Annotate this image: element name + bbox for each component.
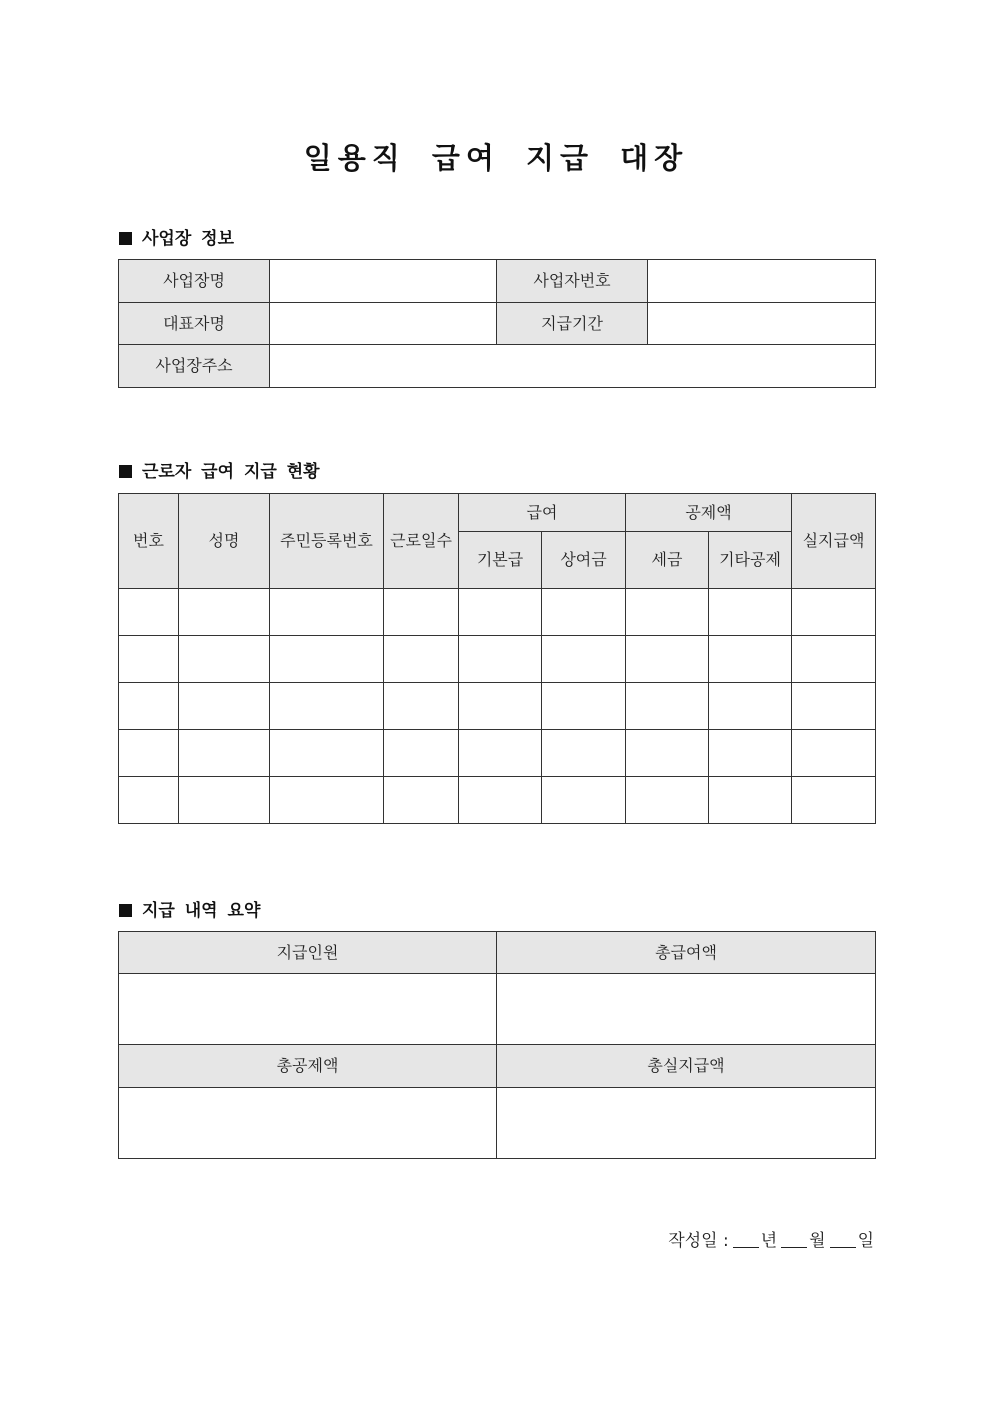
table-row	[119, 683, 876, 730]
cell-other-deduction[interactable]	[709, 636, 792, 683]
col-group-deduction: 공제액	[626, 494, 792, 532]
cell-tax[interactable]	[626, 777, 709, 824]
written-date-label: 작성일 :	[668, 1231, 729, 1251]
cell-name[interactable]	[179, 589, 270, 636]
business-section-title: 사업장 정보	[142, 229, 235, 249]
cell-no[interactable]	[119, 589, 179, 636]
business-reg-no-field[interactable]	[648, 260, 876, 303]
col-header-name: 성명	[179, 494, 270, 589]
month-label: 월	[809, 1231, 826, 1251]
total-net-pay-field[interactable]	[497, 1088, 876, 1159]
cell-tax[interactable]	[626, 730, 709, 777]
cell-rrn[interactable]	[270, 777, 384, 824]
headcount-label: 지급인원	[119, 932, 497, 974]
year-label: 년	[760, 1231, 778, 1251]
cell-other-deduction[interactable]	[709, 730, 792, 777]
cell-tax[interactable]	[626, 683, 709, 730]
table-row	[119, 730, 876, 777]
cell-net-pay[interactable]	[792, 730, 876, 777]
cell-other-deduction[interactable]	[709, 683, 792, 730]
year-blank[interactable]	[733, 1231, 759, 1248]
table-row	[119, 589, 876, 636]
cell-no[interactable]	[119, 636, 179, 683]
business-address-label: 사업장주소	[119, 345, 270, 388]
summary-section-heading	[119, 896, 260, 921]
cell-no[interactable]	[119, 730, 179, 777]
business-address-field[interactable]	[270, 345, 876, 388]
representative-field[interactable]	[270, 303, 497, 345]
cell-rrn[interactable]	[270, 636, 384, 683]
cell-bonus[interactable]	[542, 636, 626, 683]
cell-no[interactable]	[119, 683, 179, 730]
cell-net-pay[interactable]	[792, 636, 876, 683]
table-row	[119, 636, 876, 683]
total-pay-label: 총급여액	[497, 932, 876, 974]
cell-bonus[interactable]	[542, 683, 626, 730]
table-row	[119, 777, 876, 824]
cell-work-days[interactable]	[384, 636, 459, 683]
cell-net-pay[interactable]	[792, 777, 876, 824]
cell-name[interactable]	[179, 636, 270, 683]
business-name-label: 사업장명	[119, 260, 270, 303]
cell-base-pay[interactable]	[459, 589, 542, 636]
written-date-line	[668, 1226, 874, 1251]
business-name-field[interactable]	[270, 260, 497, 303]
workers-section-title: 근로자 급여 지급 현황	[142, 462, 320, 482]
day-label: 일	[857, 1231, 874, 1251]
total-pay-field[interactable]	[497, 974, 876, 1045]
month-blank[interactable]	[781, 1231, 807, 1248]
workers-table	[118, 493, 876, 824]
col-header-other-deduction: 기타공제	[709, 532, 792, 589]
business-info-table	[118, 259, 876, 388]
col-header-bonus: 상여금	[542, 532, 626, 589]
col-header-work-days: 근로일수	[384, 494, 459, 589]
cell-name[interactable]	[179, 683, 270, 730]
cell-work-days[interactable]	[384, 589, 459, 636]
headcount-field[interactable]	[119, 974, 497, 1045]
page-title: 일용직 급여 지급 대장	[303, 141, 689, 175]
cell-rrn[interactable]	[270, 589, 384, 636]
cell-work-days[interactable]	[384, 777, 459, 824]
cell-rrn[interactable]	[270, 683, 384, 730]
cell-tax[interactable]	[626, 636, 709, 683]
pay-period-label: 지급기간	[497, 303, 648, 345]
cell-base-pay[interactable]	[459, 777, 542, 824]
square-bullet-icon	[119, 232, 132, 245]
cell-other-deduction[interactable]	[709, 777, 792, 824]
summary-section-title: 지급 내역 요약	[142, 901, 261, 921]
cell-base-pay[interactable]	[459, 730, 542, 777]
col-header-base-pay: 기본급	[459, 532, 542, 589]
cell-name[interactable]	[179, 730, 270, 777]
cell-bonus[interactable]	[542, 730, 626, 777]
day-blank[interactable]	[830, 1231, 856, 1248]
cell-base-pay[interactable]	[459, 636, 542, 683]
cell-tax[interactable]	[626, 589, 709, 636]
total-deduction-field[interactable]	[119, 1088, 497, 1159]
cell-name[interactable]	[179, 777, 270, 824]
cell-other-deduction[interactable]	[709, 589, 792, 636]
col-header-tax: 세금	[626, 532, 709, 589]
cell-bonus[interactable]	[542, 777, 626, 824]
cell-work-days[interactable]	[384, 683, 459, 730]
representative-label: 대표자명	[119, 303, 270, 345]
cell-net-pay[interactable]	[792, 683, 876, 730]
business-reg-no-label: 사업자번호	[497, 260, 648, 303]
col-header-net-pay: 실지급액	[792, 494, 876, 589]
total-deduction-label: 총공제액	[119, 1045, 497, 1088]
square-bullet-icon	[119, 904, 132, 917]
col-header-no: 번호	[119, 494, 179, 589]
square-bullet-icon	[119, 465, 132, 478]
cell-rrn[interactable]	[270, 730, 384, 777]
cell-bonus[interactable]	[542, 589, 626, 636]
pay-period-field[interactable]	[648, 303, 876, 345]
total-net-pay-label: 총실지급액	[497, 1045, 876, 1088]
business-section-heading	[119, 224, 234, 249]
workers-section-heading	[119, 457, 320, 482]
summary-table	[118, 931, 876, 1159]
cell-no[interactable]	[119, 777, 179, 824]
cell-work-days[interactable]	[384, 730, 459, 777]
col-group-pay: 급여	[459, 494, 626, 532]
cell-net-pay[interactable]	[792, 589, 876, 636]
col-header-rrn: 주민등록번호	[270, 494, 384, 589]
cell-base-pay[interactable]	[459, 683, 542, 730]
